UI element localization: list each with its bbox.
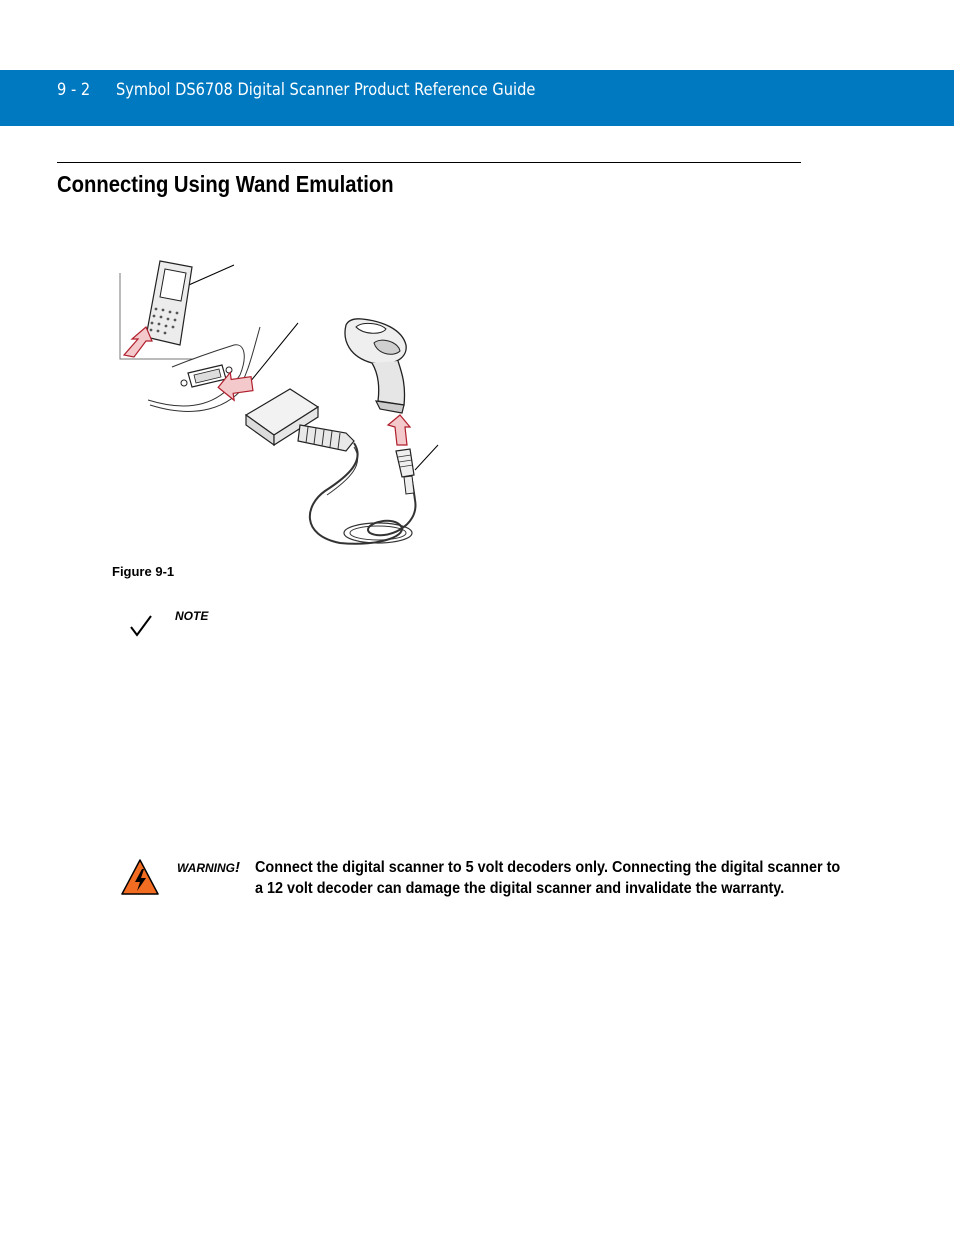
connection-illustration [110, 255, 450, 555]
wand-adapter-icon [246, 389, 354, 451]
running-header [57, 80, 535, 100]
warning-triangle-icon [121, 858, 159, 896]
figure-caption: Figure 9-1 [112, 564, 175, 579]
page-number: 9 - 2 [57, 80, 91, 100]
warning-exclamation: ! [235, 859, 240, 876]
arrow-to-terminal [124, 327, 152, 357]
digital-scanner-icon [345, 319, 406, 413]
warning-label: WARNING! [177, 859, 240, 876]
section-rule [57, 162, 801, 163]
guide-title: Symbol DS6708 Digital Scanner Product Reference Guide [115, 80, 536, 100]
checkmark-icon [128, 614, 154, 640]
cable-connector-icon [396, 449, 414, 494]
handheld-terminal-icon [146, 261, 192, 345]
warning-text: Connect the digital scanner to 5 volt decoders only. Connecting the digital scanner to a 12 volt decoder can damage the digital scanner and invalidate the warranty. [255, 859, 841, 897]
leader-line-cable [415, 445, 438, 470]
note-label: NOTE [175, 609, 209, 623]
section-title: Connecting Using Wand Emulation [57, 171, 394, 197]
arrow-to-scanner [388, 415, 410, 445]
leader-line-adapter [250, 323, 298, 382]
